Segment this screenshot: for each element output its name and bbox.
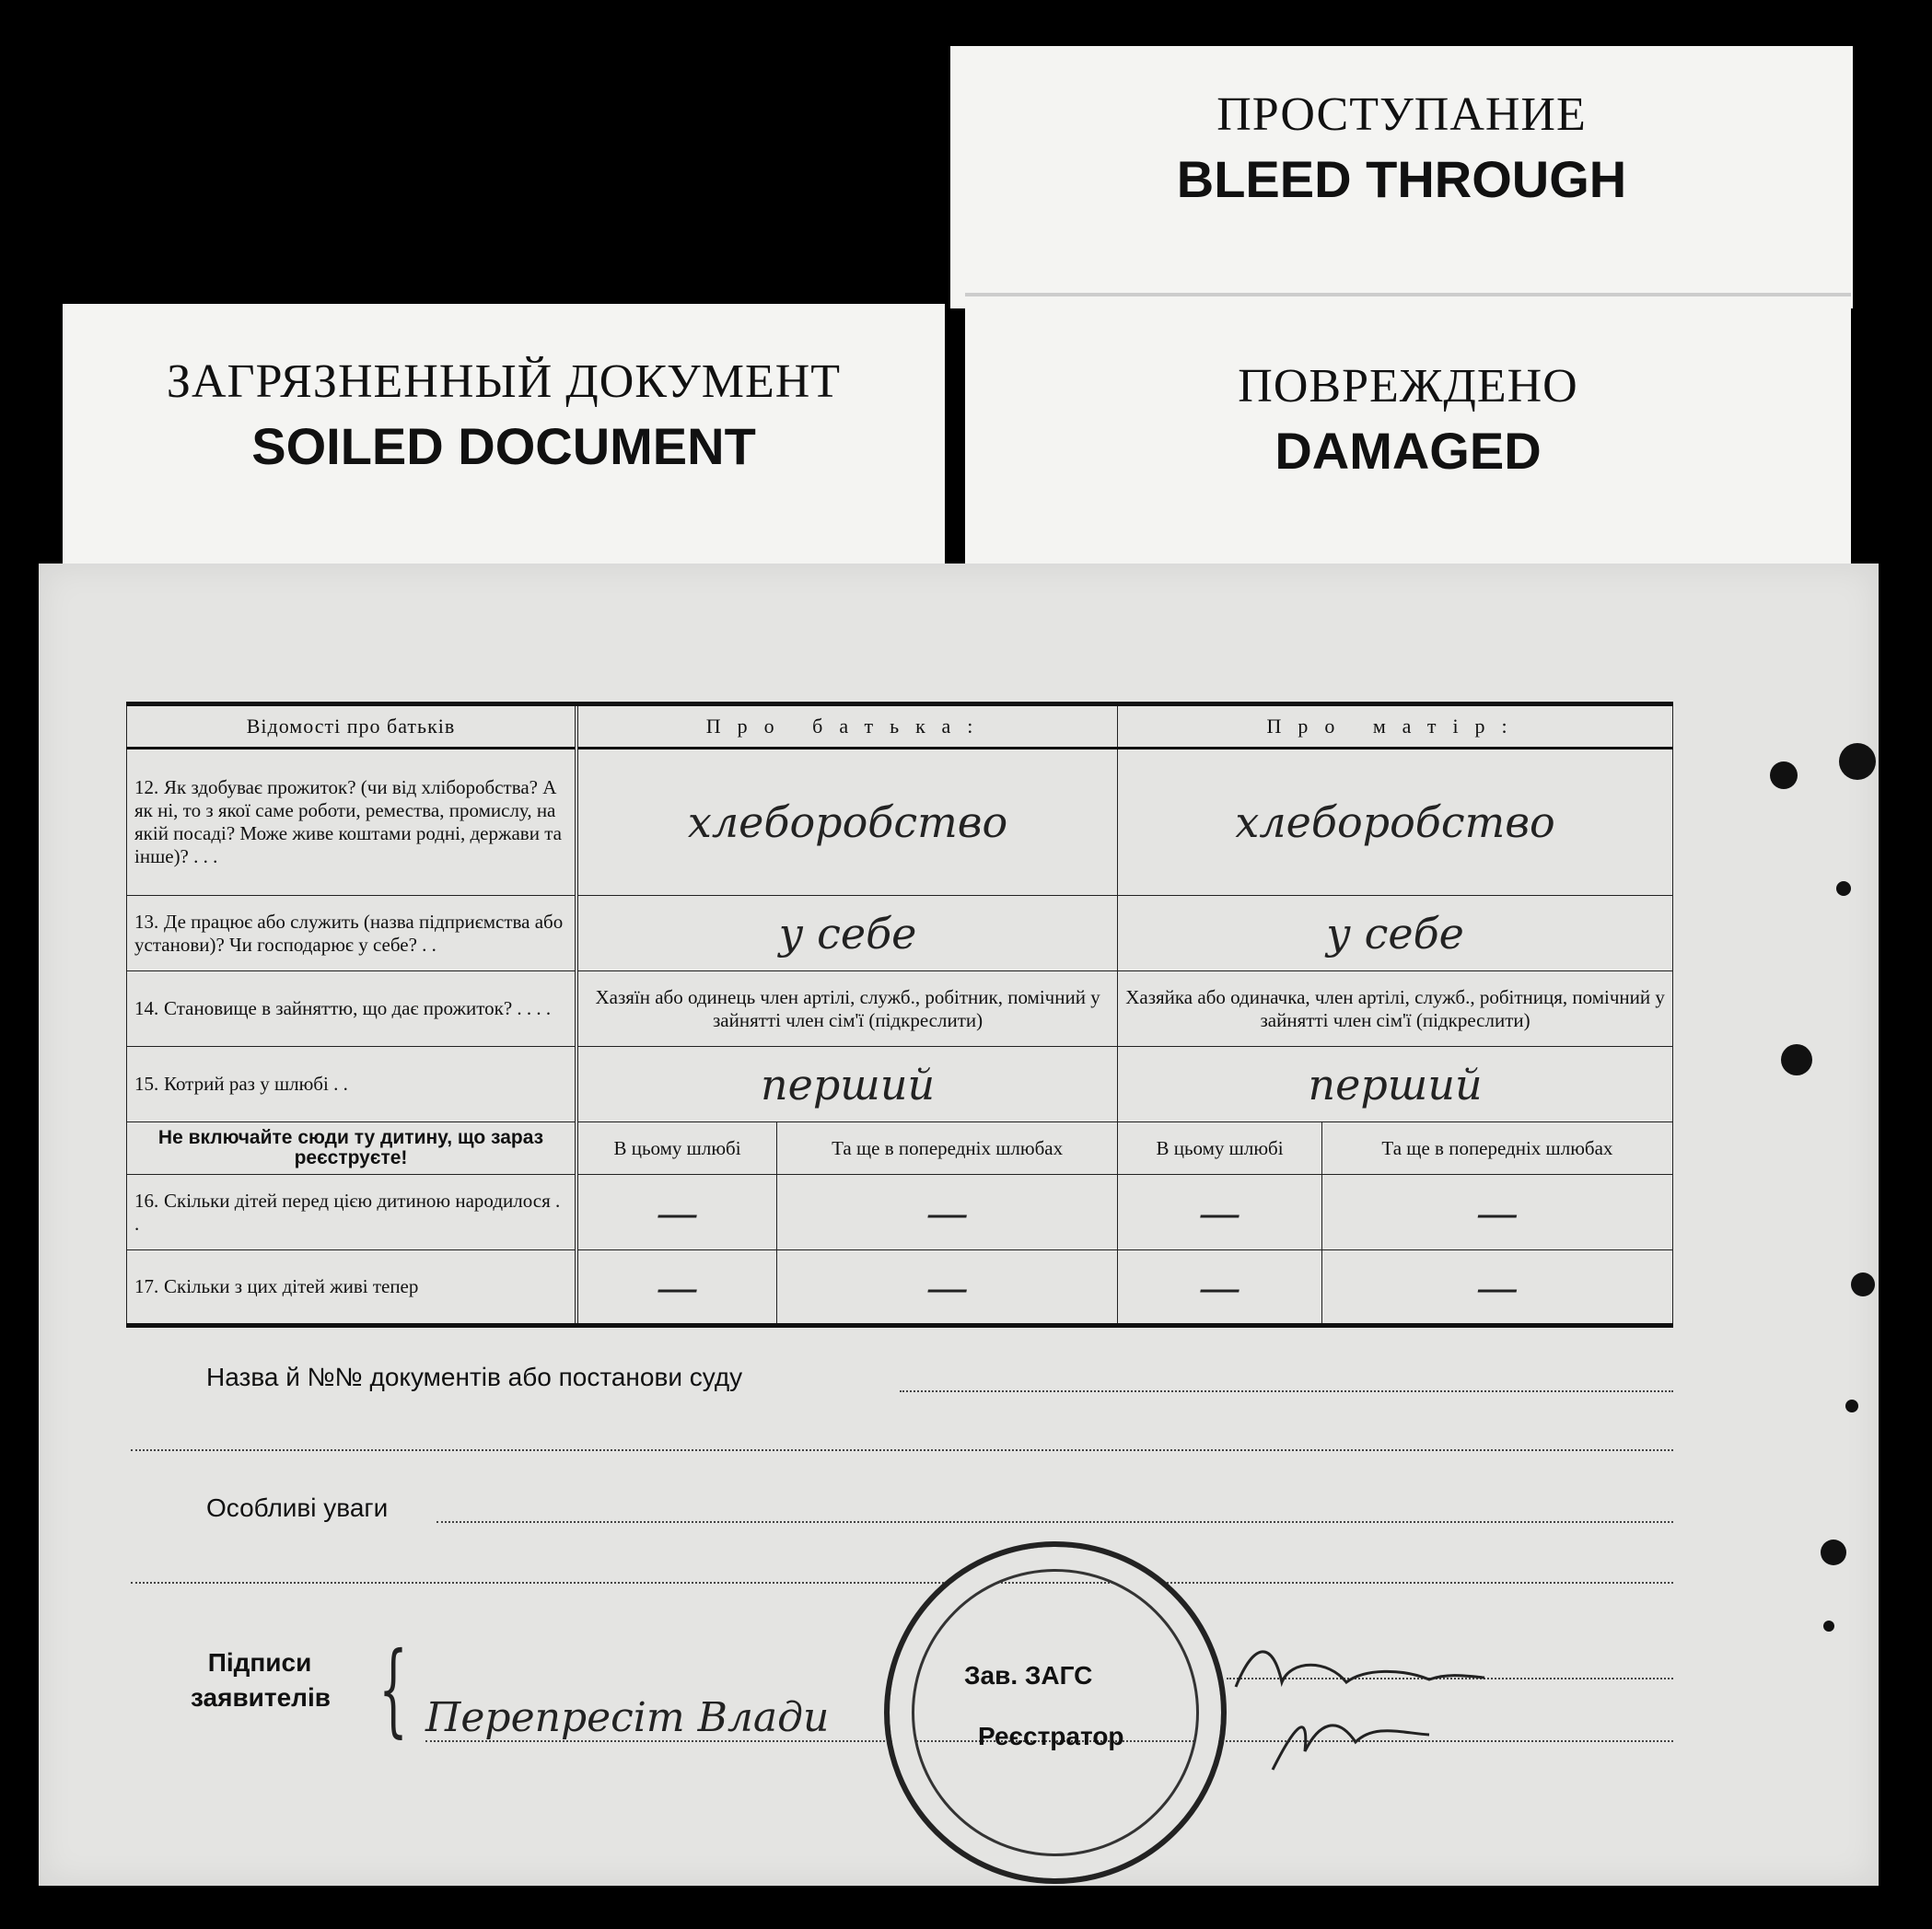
soiled-label-ru: ЗАГРЯЗНЕННЫЙ ДОКУМЕНТ	[166, 355, 842, 408]
signatures-brace: {	[378, 1630, 408, 1748]
answer-16-mother-this: —	[1118, 1175, 1322, 1250]
children-subheader-row	[127, 1122, 1673, 1175]
applicant-signature: Перепресіт Влади	[425, 1694, 830, 1741]
answer-15-father: перший	[576, 1047, 1118, 1122]
parents-info-table	[126, 702, 1673, 1328]
damaged-label-en: DAMAGED	[1274, 422, 1542, 480]
mother-previous-marriages-header: Та ще в попередніх шлюбах	[1321, 1122, 1672, 1175]
table-header-row	[127, 704, 1673, 749]
table-row	[127, 896, 1673, 971]
documents-field-label: Назва й №№ документів або постанови суду	[206, 1363, 743, 1391]
soiled-document-card	[63, 304, 945, 580]
binding-hole	[1845, 1400, 1858, 1412]
header-mother: Про матір:	[1118, 704, 1673, 749]
table-row	[127, 1047, 1673, 1122]
question-15: 15. Котрий раз у шлюбі . .	[127, 1047, 577, 1122]
answer-14-father: Хазяїн або одинець член артілі, служб., робітник, помічний у зайнятті член сім'ї (підкреслити)	[576, 971, 1118, 1047]
official-stamp	[884, 1541, 1227, 1884]
question-17: 17. Скільки з цих дітей живі тепер	[127, 1250, 577, 1326]
notes-field-line	[436, 1521, 1673, 1523]
binding-hole	[1781, 1044, 1812, 1075]
table-row	[127, 971, 1673, 1047]
mother-this-marriage-header: В цьому шлюбі	[1118, 1122, 1322, 1175]
binding-hole	[1851, 1272, 1875, 1296]
header-parents-info: Відомості про батьків	[127, 704, 577, 749]
answer-16-father-this: —	[576, 1175, 777, 1250]
father-this-marriage-header: В цьому шлюбі	[576, 1122, 777, 1175]
answer-17-mother-prev: —	[1321, 1250, 1672, 1326]
answer-13-mother: у себе	[1118, 896, 1673, 971]
answer-17-father-this: —	[576, 1250, 777, 1326]
father-previous-marriages-header: Та ще в попередніх шлюбах	[777, 1122, 1118, 1175]
binding-hole	[1839, 743, 1876, 780]
binding-hole	[1770, 761, 1798, 789]
notes-field-line-2	[131, 1582, 1673, 1584]
binding-hole	[1836, 881, 1851, 896]
answer-17-mother-this: —	[1118, 1250, 1322, 1326]
question-13: 13. Де працює або служить (назва підприємства або установи)? Чи господарює у себе? . .	[127, 896, 577, 971]
table-row	[127, 749, 1673, 896]
signatures-label: Підписи заявителів	[191, 1648, 331, 1712]
answer-14-mother: Хазяйка або одиначка, член артілі, служб., робітниця, помічний у зайнятті член сім'ї (підкреслити)	[1118, 971, 1673, 1047]
question-16: 16. Скільки дітей перед цією дитиною народилося . .	[127, 1175, 577, 1250]
answer-17-father-prev: —	[777, 1250, 1118, 1326]
documents-field-line	[900, 1390, 1673, 1392]
registrar-head-label: Зав. ЗАГС	[964, 1661, 1093, 1690]
answer-12-mother: хлеборобство	[1118, 749, 1673, 896]
answer-16-mother-prev: —	[1321, 1175, 1672, 1250]
answer-15-mother: перший	[1118, 1047, 1673, 1122]
answer-13-father: у себе	[576, 896, 1118, 971]
binding-hole	[1821, 1540, 1846, 1565]
table-row	[127, 1250, 1673, 1326]
damaged-label-ru: ПОВРЕЖДЕНО	[1238, 360, 1578, 413]
children-note: Не включайте сюди ту дитину, що зараз реєструєте!	[127, 1122, 577, 1175]
bleed-through-label-ru: ПРОСТУПАНИЕ	[1216, 88, 1587, 141]
registrar-signature	[1217, 1632, 1494, 1779]
form-sheet	[39, 564, 1879, 1886]
documents-field-line-2	[131, 1449, 1673, 1451]
question-12: 12. Як здобуває прожиток? (чи від хліборобства? А як ні, то з якої саме роботи, ремества, промислу, на якій посаді? Може живе коштами родні, держави та інше)? . . .	[127, 749, 577, 896]
table-row	[127, 1175, 1673, 1250]
answer-12-father: хлеборобство	[576, 749, 1118, 896]
question-14: 14. Становище в зайняттю, що дає прожиток? . . . .	[127, 971, 577, 1047]
bleed-through-card	[950, 46, 1853, 308]
soiled-label-en: SOILED DOCUMENT	[251, 417, 756, 475]
header-father: Про батька:	[576, 704, 1118, 749]
notes-field-label: Особливі уваги	[206, 1493, 389, 1522]
damaged-card	[965, 293, 1851, 573]
binding-hole	[1823, 1621, 1834, 1632]
answer-16-father-prev: —	[777, 1175, 1118, 1250]
bleed-through-label-en: BLEED THROUGH	[1176, 150, 1627, 208]
registrar-label: Реєстратор	[978, 1722, 1124, 1750]
